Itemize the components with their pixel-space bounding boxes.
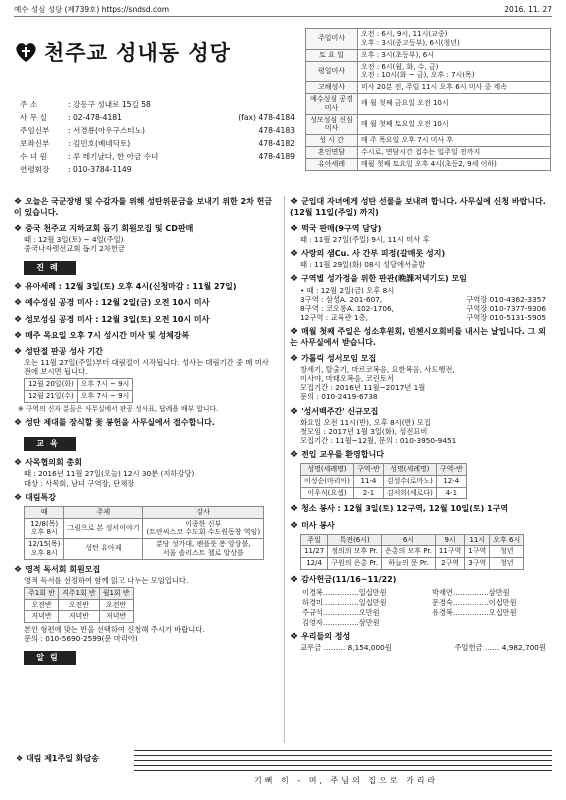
new-members-table bbox=[300, 463, 467, 499]
notice-cleaning: ❖ 청소 봉사 : 12월 3일(토) 12구역, 12월 10일(토) 1구역 bbox=[290, 504, 509, 515]
table-header bbox=[25, 506, 264, 518]
info-key: 수 녀 원 bbox=[20, 151, 47, 161]
mass-time: 수시로, 면담시간 접수는 일주일 전까지 bbox=[358, 147, 551, 159]
evening-prayer-row bbox=[290, 295, 552, 304]
offering-entry: 유경복……………오십만원 bbox=[432, 608, 517, 618]
table-cell: 12-4 bbox=[436, 475, 466, 487]
info-value: : 루 레기날다, 한 아금 수녀 bbox=[68, 151, 159, 161]
info-extra: 478-4183 bbox=[258, 125, 295, 135]
table-row bbox=[25, 390, 133, 402]
reading-table bbox=[24, 587, 134, 623]
thanks-offering-list bbox=[290, 588, 552, 627]
table-cell: 12/8(목) 오후 8시 bbox=[25, 518, 64, 539]
table-cell: 12/4 bbox=[301, 558, 328, 570]
mass-time: 오후 : 3시(초등부), 6시 bbox=[358, 49, 551, 61]
table-header bbox=[25, 587, 134, 599]
reading-contact: 문의 : 010-5690-2599(문 마리아) bbox=[24, 634, 138, 644]
column-divider bbox=[284, 196, 285, 743]
prayer-contact: 구역장 010-5131-5905 bbox=[466, 312, 546, 322]
info-row bbox=[20, 150, 295, 163]
notice-evening-prayer: ❖ 구역별 성가정을 위한 판관(晩課저녁기도) 모임 bbox=[290, 274, 467, 285]
mass-label: 성 시 간 bbox=[306, 135, 358, 147]
section-liturgy: 진례 bbox=[24, 261, 76, 275]
table-cell: 12월 21일(수) bbox=[25, 390, 78, 402]
table-cell: 정의의 모후 Pr. bbox=[328, 546, 382, 558]
header-cell: 주일 bbox=[301, 534, 328, 546]
mass-time: 오전 : 6시(월, 화, 수, 금) 오전 : 10시(화 ~ 금), 오후 : 7시(목) bbox=[358, 61, 551, 82]
confession-table bbox=[24, 378, 133, 403]
offering-entry: 이경복……………일십만원 bbox=[302, 588, 387, 598]
mass-row bbox=[306, 49, 551, 61]
mass-label: 토 요 일 bbox=[306, 49, 358, 61]
mass-label: 평일미사 bbox=[306, 61, 358, 82]
table-cell: 3구역 bbox=[465, 558, 490, 570]
header-cell: 구역-반 bbox=[354, 464, 384, 476]
mass-time: 매 주 목요일 오후 7시 미사 후 bbox=[358, 135, 551, 147]
mass-label: 주일미사 bbox=[306, 29, 358, 50]
top-bar bbox=[14, 3, 552, 17]
bible100-period: 모집기간 : 11월~12월, 문의 : 010-3950-9451 bbox=[300, 435, 457, 445]
mass-service-table bbox=[300, 534, 524, 570]
table-cell: 성탄 유아제 bbox=[64, 539, 143, 560]
prayer-place: 3구역 : 삼성A. 201-607, bbox=[300, 294, 383, 304]
mass-label: 성모성심 신심미사 bbox=[306, 114, 358, 135]
table-cell: 4-1 bbox=[436, 487, 466, 499]
header-cell: 오후 6시 bbox=[490, 534, 524, 546]
mass-time: 오전 : 6시, 9시, 11시(교중) 오후 : 3시(중고등부), 6시(청년) bbox=[358, 29, 551, 50]
table-cell: 오전반 bbox=[25, 599, 59, 611]
parish-info: 예수 성심 성당 (제739호) https://sndsd.com bbox=[14, 5, 170, 14]
table-cell: 11/27 bbox=[301, 546, 328, 558]
header-cell: 주제 bbox=[64, 506, 143, 518]
notice-mass-service: ❖ 미사 봉사 bbox=[290, 520, 335, 531]
table-cell: 그림으로 본 성서이야기 bbox=[64, 518, 143, 539]
table-row bbox=[25, 379, 133, 391]
table-cell: 김성수(로마노) bbox=[383, 475, 436, 487]
table-cell: 저녁반 bbox=[99, 611, 133, 623]
mass-time: 매월 첫째 토요일 오후 4시(초등2, 9세 이하) bbox=[358, 159, 551, 171]
header-cell: 강사 bbox=[143, 506, 264, 518]
bible100-time: 화요일 오전 11시(반), 오후 8시(반) 모집 bbox=[300, 417, 431, 427]
table-cell: 2-1 bbox=[354, 487, 384, 499]
notice-reading-group: ❖ 영적 독서회 회원모집 bbox=[14, 564, 101, 575]
notice-holy-hour: ❖ 매주 목요일 오후 7시 성시간 미사 및 성체강복 bbox=[14, 330, 190, 341]
table-cell: 저녁반 bbox=[25, 611, 59, 623]
psalm-music bbox=[14, 746, 552, 792]
header-cell: 9시 bbox=[435, 534, 464, 546]
parish-logo bbox=[14, 40, 38, 64]
header-cell: 성명(세례명) bbox=[383, 464, 436, 476]
offering-entry: 김영자……………삼만원 bbox=[302, 618, 380, 628]
notice-new-members: ❖ 전입 교우를 환영합니다 bbox=[290, 450, 384, 460]
right-column bbox=[290, 196, 552, 656]
table-cell: 오전반 bbox=[58, 599, 99, 611]
offering-entry: 하경미……………일십만원 bbox=[302, 598, 387, 608]
offering-entry: 박재연……………삼만원 bbox=[432, 588, 510, 598]
table-cell: 이종한 신부 (트란씨스코 수도회 수도원동창 역임) bbox=[143, 518, 264, 539]
table-cell: 이성순(마리아) bbox=[301, 475, 354, 487]
info-value: : 010-3784-1149 bbox=[68, 164, 132, 174]
mass-label: 혼인면담 bbox=[306, 147, 358, 159]
info-key: 주임신부 bbox=[20, 125, 50, 135]
reading-note: 본인 형편에 맞는 반을 선택하여 신청해 주시기 바랍니다. bbox=[24, 625, 205, 635]
table-cell: 12/15(목) 오후 8시 bbox=[25, 539, 64, 560]
info-key: 사 무 실 bbox=[20, 112, 47, 122]
rice-cake-date: 때 : 11월 27일(주일) 9시, 11시 미사 후 bbox=[300, 235, 430, 245]
notice-confession: ❖ 성탄절 판공 성사 기간 bbox=[14, 346, 103, 357]
info-key: 연령회장 bbox=[20, 164, 50, 174]
table-row bbox=[25, 518, 264, 539]
table-cell: 하늘의 문 Pr. bbox=[382, 558, 436, 570]
notice-bible-100: ❖ '성서백주간' 신규모집 bbox=[290, 406, 379, 417]
mass-time: 미사 20분 전, 주일 11시 오후 6시 미사 중 계속 bbox=[358, 82, 551, 94]
offering-sunday: 주일헌금 …… 4,982,700원 bbox=[454, 643, 546, 653]
notice-thanks-offering: ❖ 감사헌금(11/16~11/22) bbox=[290, 574, 397, 585]
prayer-contact: 구역장 010-7377-9306 bbox=[466, 303, 546, 313]
notice-military-gift: ❖ 군입대 자녀에게 성탄 선물을 보내려 합니다. 사무실에 신청 바랍니다. (12월 11일(주일) 까지) bbox=[290, 197, 546, 218]
mass-label: 예수성심 공경미사 bbox=[306, 94, 358, 115]
table-row bbox=[25, 539, 264, 560]
info-value: : 김민호(베네딕토) bbox=[68, 138, 131, 148]
mass-time: 매 월 첫째 금요일 오전 10시 bbox=[358, 94, 551, 115]
table-cell: 구원의 은총 Pr. bbox=[328, 558, 382, 570]
notice-china-church: ❖ 중국 천주교 지하교회 돕기 회원모집 및 CD판매 bbox=[14, 223, 194, 234]
mass-label: 고해성사 bbox=[306, 82, 358, 94]
info-row bbox=[20, 98, 295, 111]
china-date: 때 : 12월 3일(토) ~ 4일(주일) bbox=[24, 235, 124, 245]
header-cell: 주1회 반 bbox=[25, 587, 59, 599]
mass-row bbox=[306, 29, 551, 50]
info-value: : 서경룡(아우구스티노) bbox=[68, 125, 145, 135]
table-cell: 오후 7시 ~ 9시 bbox=[77, 390, 133, 402]
section-education: 교육 bbox=[24, 437, 76, 451]
info-key: 주 소 bbox=[20, 99, 38, 109]
mass-row bbox=[306, 147, 551, 159]
notice-retreat: ❖ 사랑의 샘Cu. 사 간부 피정(갈매못 성지) bbox=[290, 249, 446, 260]
table-row bbox=[25, 611, 134, 623]
table-cell: 11구역 bbox=[435, 546, 464, 558]
reading-desc: 영적 독서를 선정하여 함께 읽고 나누는 모임입니다. bbox=[24, 575, 189, 585]
table-cell: 청년 bbox=[490, 546, 524, 558]
table-cell: 오전반 bbox=[99, 599, 133, 611]
table-cell: 저녁반 bbox=[58, 611, 99, 623]
prayer-contact: 구역장 010-4362-3357 bbox=[466, 294, 546, 304]
notice-rice-cake: ❖ 떡국 판매(9구역 담당) bbox=[290, 223, 382, 234]
notice-assembly: ❖ 사목협의회 총회 bbox=[14, 458, 82, 469]
mass-row bbox=[306, 114, 551, 135]
notice-sacred-heart: ❖ 예수성심 공경 미사 : 12월 2일(금) 오전 10시 미사 bbox=[14, 298, 210, 309]
table-cell: 이우식(요셉) bbox=[301, 487, 354, 499]
table-row bbox=[301, 546, 524, 558]
evening-prayer-date: • 때 : 12월 2일(금) 오후 8시 bbox=[300, 285, 395, 295]
info-key: 보좌신부 bbox=[20, 138, 50, 148]
music-staff bbox=[134, 750, 552, 772]
table-cell: 11-4 bbox=[354, 475, 384, 487]
info-value: : 강동구 성내로 15길 58 bbox=[68, 99, 151, 109]
bible-books-1: 창세기, 탈출기, 마르코복음, 요한복음, 사도행전, bbox=[300, 365, 455, 375]
offering-tithe: 교무금 ……… 8,154,000원 bbox=[300, 643, 392, 653]
mass-label: 유아세례 bbox=[306, 159, 358, 171]
info-row bbox=[20, 111, 295, 124]
notice-first-sunday: ❖ 매월 첫째 주일은 성소후원회, 빈첸시오회비를 내시는 날입니다. 그 외는 사무실에서 받습니다. bbox=[290, 327, 546, 348]
section-notice: 알림 bbox=[24, 651, 76, 665]
psalm-lyric: 기뻐 히 - 며, 주님의 집으로 가리라 bbox=[254, 776, 439, 785]
info-row bbox=[20, 137, 295, 150]
table-row bbox=[301, 475, 467, 487]
info-extra: 478-4189 bbox=[258, 151, 295, 161]
retreat-date: 때 : 11월 29일(화) 08시 성당에서출발 bbox=[300, 260, 426, 270]
info-extra: 478-4182 bbox=[258, 138, 295, 148]
notice-bible-group: ❖ 가톨릭 성서모임 모집 bbox=[290, 353, 377, 364]
offering-entry: 문경숙……………이십만원 bbox=[432, 598, 517, 608]
notice-flowers: ❖ 성탄 제대를 장식할 꽃 봉헌을 사무실에서 접수합니다. bbox=[14, 418, 215, 429]
table-row bbox=[25, 599, 134, 611]
bible100-first: 첫모임 : 2017년 1월 3일(화), 성전묘비 bbox=[300, 426, 428, 436]
table-row bbox=[301, 487, 467, 499]
assembly-date: 때 : 2016년 11월 27일(오늘) 12시 30분 (지하강당) bbox=[24, 469, 195, 479]
header-cell: 특전(6시) bbox=[328, 534, 382, 546]
header-cell: 격주1회 반 bbox=[58, 587, 99, 599]
evening-prayer-row bbox=[290, 313, 552, 322]
issue-date: 2016. 11. 27 bbox=[504, 5, 552, 14]
mass-row bbox=[306, 159, 551, 171]
table-cell: 오후 7시 ~ 9시 bbox=[77, 379, 133, 391]
mass-schedule-table bbox=[305, 28, 551, 171]
prayer-place: 12구역 : 교육관 1층, bbox=[300, 312, 368, 322]
confession-desc: 오는 11월 27일(주일)부터 대림절이 시작됩니다. 성사는 대림기간 중 매 미사 전에 보시면 됩니다. bbox=[24, 358, 269, 377]
mass-row bbox=[306, 61, 551, 82]
notice-baptism: ❖ 유아세례 : 12월 3일(토) 오후 4시(신청마감 : 11월 27일) bbox=[14, 282, 237, 293]
left-column bbox=[14, 196, 276, 671]
table-cell: 1구역 bbox=[465, 546, 490, 558]
evening-prayer-row bbox=[290, 304, 552, 313]
bible-contact: 문의 : 010-2419-6738 bbox=[300, 392, 378, 402]
header-cell: 때 bbox=[25, 506, 64, 518]
notice-advent-lecture: ❖ 대림특강 bbox=[14, 492, 56, 503]
evening-prayer-list bbox=[290, 295, 552, 322]
bible-period: 모집기간 : 2016년 11월~2017년 1월 bbox=[300, 383, 426, 393]
info-extra: (fax) 478-4184 bbox=[238, 112, 295, 122]
mass-row bbox=[306, 135, 551, 147]
header-cell: 구역-반 bbox=[436, 464, 466, 476]
info-row bbox=[20, 163, 295, 176]
offering-totals bbox=[290, 643, 552, 652]
offering-entry: 주규석……………오만원 bbox=[302, 608, 380, 618]
lecture-table bbox=[24, 506, 264, 560]
header-cell: 월1회 반 bbox=[99, 587, 133, 599]
table-cell: 분당 성가대, 팬플룻 봉 앙상블, 서울 솔리스트 첼로 앙상블 bbox=[143, 539, 264, 560]
psalm-label: ❖ 대림 제1주일 화답송 bbox=[16, 754, 99, 763]
table-cell: 12월 20일(화) bbox=[25, 379, 78, 391]
confession-note: ※ 구역의 신자 분들은 사무실에서 판공 성사표, 답례을 배부 합니다. bbox=[18, 404, 219, 413]
info-row bbox=[20, 124, 295, 137]
contact-info bbox=[20, 98, 295, 176]
notice-immaculate-heart: ❖ 성모성심 공경 미사 : 12월 3일(토) 오전 10시 미사 bbox=[14, 314, 210, 325]
mass-row bbox=[306, 94, 551, 115]
table-cell: 김서희(세로다) bbox=[383, 487, 436, 499]
table-cell: 은총의 모후 Pr. bbox=[382, 546, 436, 558]
table-header bbox=[301, 464, 467, 476]
china-note: 중국나자렛선교회 돕기 2차헌금 bbox=[24, 244, 125, 254]
bible-books-2: 이사야, 마태오복음, 코린토서 bbox=[300, 374, 394, 384]
table-cell: 청년 bbox=[490, 558, 524, 570]
header-cell: 성명(세례명) bbox=[301, 464, 354, 476]
header-cell: 11시 bbox=[465, 534, 490, 546]
mass-row bbox=[306, 82, 551, 94]
mass-time: 매 월 첫째 토요일 오전 10시 bbox=[358, 114, 551, 135]
notice-offerings: ❖ 우리들의 정성 bbox=[290, 632, 351, 643]
info-value: : 02-478-4181 bbox=[68, 112, 122, 122]
header-cell: 6시 bbox=[382, 534, 436, 546]
offering-entry bbox=[432, 618, 552, 627]
assembly-target: 대상 : 사목회, 남녀 구역장, 단체장 bbox=[24, 478, 135, 488]
table-header bbox=[301, 534, 524, 546]
table-row bbox=[301, 558, 524, 570]
prayer-place: 8구역 : 코오롱A. 102-1706, bbox=[300, 303, 394, 313]
notice-second-collection: ❖ 오늘은 국군장병 및 수감자를 위해 성탄위문금을 보내기 위한 2차 헌금이 있습니다. bbox=[14, 197, 273, 218]
table-cell: 2구역 bbox=[435, 558, 464, 570]
page-title: 천주교 성내동 성당 bbox=[44, 40, 231, 65]
